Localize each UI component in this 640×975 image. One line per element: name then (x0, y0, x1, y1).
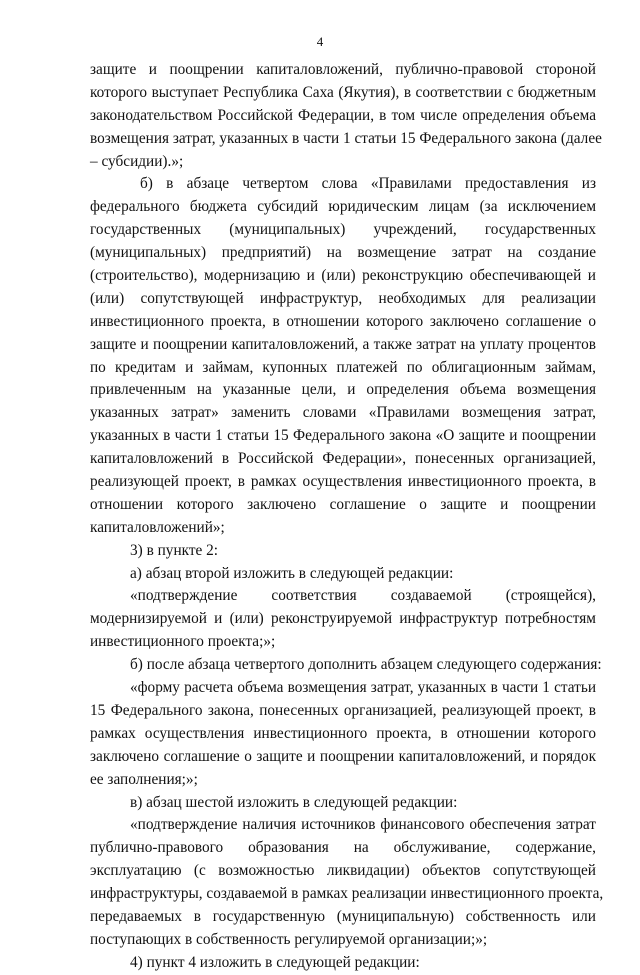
text-line: указанных затрат» заменить словами «Правилами возмещения затрат, (90, 404, 596, 422)
text-line: инфраструктуры, создаваемой в рамках реализации инвестиционного проекта, (90, 885, 604, 903)
text-line: защите и поощрении капиталовложений, публично-правовой стороной (90, 61, 596, 78)
text-line: заключено соглашение о защите и поощрении капиталовложений, и порядок (90, 747, 596, 765)
text-line: 15 Федерального закона, понесенных организацией, реализующей проект, в (90, 701, 596, 719)
text-line: федерального бюджета субсидий юридическим лицам (за исключением (90, 198, 596, 216)
text-line: «подтверждение соответствия создаваемой (строящейся), (130, 587, 596, 605)
text-line: передаваемых в государственную (муниципальную) собственность или (90, 907, 596, 925)
text-line: а) абзац второй изложить в следующей редакции: (130, 564, 454, 582)
text-line: рамках осуществления инвестиционного проекта, в отношении которого (90, 724, 596, 742)
text-line: по кредитам и займам, купонных платежей по облигационным займам, (90, 358, 596, 376)
text-line: «подтверждение наличия источников финансового обеспечения затрат (130, 816, 596, 834)
text-line: (или) сопутствующей инфраструктур, необходимых для реализации (90, 289, 596, 307)
text-line: (строительство), модернизацию и (или) реконструкцию обеспечивающей и (90, 267, 596, 285)
text-line: публично-правового образования на обслуживание, содержание, (90, 839, 596, 857)
text-line: отношении которого заключено соглашение о защите и поощрении (90, 495, 596, 513)
page-number: 4 (316, 34, 324, 49)
text-line: в) абзац шестой изложить в следующей редакции: (130, 793, 458, 811)
text-line: государственных (муниципальных) учреждений, государственных (90, 221, 596, 239)
text-line: (муниципальных) предприятий) на возмещение затрат на создание (90, 244, 596, 262)
text-line: которого выступает Республика Саха (Якутия), в соответствии с бюджетным (90, 83, 596, 101)
text-line: эксплуатацию (с возможностью ликвидации) объектов сопутствующей (90, 862, 596, 880)
text-line: защите и поощрении капиталовложений, а также затрат на уплату процентов (90, 335, 596, 353)
text-line: возмещения затрат, указанных в части 1 статьи 15 Федерального закона (далее (90, 129, 602, 147)
text-line: модернизируемой и (или) реконструируемой инфраструктур потребностям (90, 610, 596, 628)
text-line: законодательством Российской Федерации, в том числе определения объема (90, 106, 596, 124)
text-line: привлеченным на указанные цели, и определения объема возмещения (90, 381, 596, 399)
text-line: ее заполнения;»; (90, 770, 198, 788)
text-line: б) после абзаца четвертого дополнить абзацем следующего содержания: (130, 656, 602, 674)
text-line: капиталовложений»; (90, 518, 225, 536)
text-line: б) в абзаце четвертом слова «Правилами предоставления из (140, 175, 596, 193)
text-line: – субсидии).»; (90, 152, 184, 170)
text-line: указанных в части 1 статьи 15 Федерального закона «О защите и поощрении (90, 427, 596, 445)
text-line: 3) в пункте 2: (130, 541, 219, 559)
text-line: реализующей проект, в рамках осуществления инвестиционного проекта, в (90, 473, 596, 491)
text-line: инвестиционного проекта, в отношении которого заключено соглашение о (90, 312, 596, 330)
text-line: капиталовложений в Российской Федерации», понесенных организацией, (90, 450, 596, 468)
text-line: 4) пункт 4 изложить в следующей редакции: (130, 953, 420, 971)
text-line: инвестиционного проекта;»; (90, 633, 276, 651)
text-line: поступающих в собственность регулируемой организации;»; (90, 930, 488, 948)
document-body (90, 59, 604, 975)
text-line: «форму расчета объема возмещения затрат, указанных в части 1 статьи (130, 679, 596, 697)
